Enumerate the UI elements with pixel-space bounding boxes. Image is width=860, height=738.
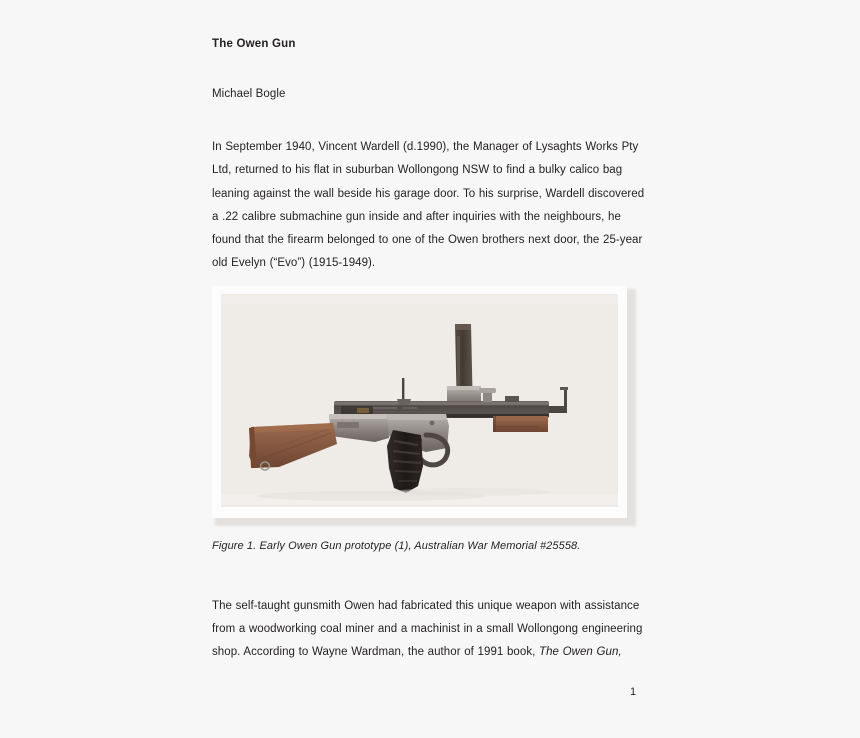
figure-one <box>212 286 636 526</box>
page-title: The Owen Gun <box>212 38 296 50</box>
page-number: 1 <box>629 686 637 698</box>
photo-mount <box>212 286 627 518</box>
owen-gun-photograph <box>221 294 618 507</box>
owen-gun-illustration <box>221 294 618 507</box>
paragraph-two <box>212 595 652 665</box>
author-byline: Michael Bogle <box>212 88 286 100</box>
book-title-italic: The Owen Gun, <box>539 646 622 659</box>
fore-grip-wood <box>493 416 548 432</box>
receiver-lug <box>505 396 519 402</box>
paragraph-one: In September 1940, Vincent Wardell (d.1990), the Manager of Lysaghts Works Pty Ltd, returned to his flat in suburban Wollongong NSW to find a bulky calico bag leaning against the wall beside his garage door. To his surprise, Wardell discovered a .22 calibre submachine gun inside and after inquiries with the neighbours, he found that the firearm belonged to one of the Owen brothers next door, the 25-year old Evelyn (“Evo”) (1915-1949). <box>212 141 645 270</box>
paragraph-two-text: The self-taught gunsmith Owen had fabricated this unique weapon with assistance from a woodworking coal miner and a machinist in a small Wollongong engineering shop. According to Wayne Wardman, the author of 1991 book, <box>212 599 643 659</box>
document-text-column <box>212 36 652 276</box>
figure-caption: Figure 1. Early Owen Gun prototype (1), Australian War Memorial #25558. <box>212 540 581 552</box>
